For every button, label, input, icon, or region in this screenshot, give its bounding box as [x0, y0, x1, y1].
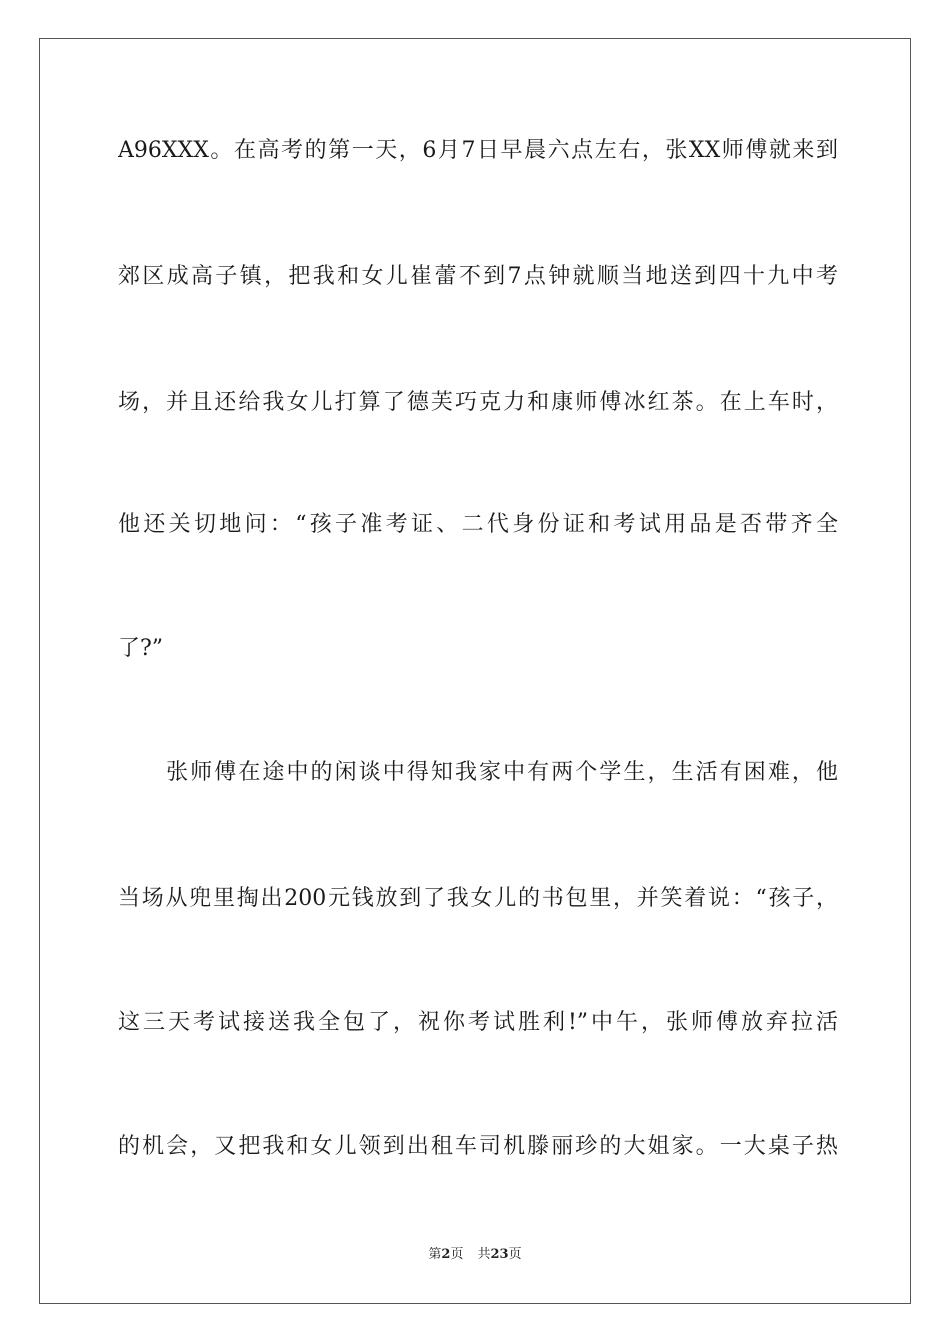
body-line-1: A96XXX。在高考的第一天，6月7日早晨六点左右，张XX师傅就来到 [118, 138, 838, 163]
page-border [39, 38, 911, 1304]
body-line-7: 当场从兜里掏出200元钱放到了我女儿的书包里，并笑着说：“孩子， [118, 886, 838, 911]
body-line-3: 场，并且还给我女儿打算了德芙巧克力和康师傅冰红茶。在上车时， [118, 390, 838, 415]
body-line-8: 这三天考试接送我全包了，祝你考试胜利!”中午，张师傅放弃拉活 [118, 1010, 838, 1035]
footer-page-suffix: 页 [450, 1247, 464, 1262]
body-line-2: 郊区成高子镇，把我和女儿崔蕾不到7点钟就顺当地送到四十九中考 [118, 264, 838, 289]
footer-total-pages: 23 [490, 1247, 509, 1262]
footer-total-prefix: 共 [477, 1247, 491, 1262]
footer-page-number: 2 [441, 1247, 451, 1262]
body-line-5: 了?” [118, 636, 164, 661]
footer-total-suffix: 页 [508, 1247, 522, 1262]
page-footer [0, 1246, 950, 1264]
body-line-9: 的机会，又把我和女儿领到出租车司机滕丽珍的大姐家。一大桌子热 [118, 1134, 838, 1159]
body-line-6: 张师傅在途中的闲谈中得知我家中有两个学生，生活有困难，他 [118, 760, 838, 785]
footer-page-prefix: 第 [428, 1247, 442, 1262]
body-line-4: 他还关切地问：“孩子准考证、二代身份证和考试用品是否带齐全 [118, 512, 838, 537]
